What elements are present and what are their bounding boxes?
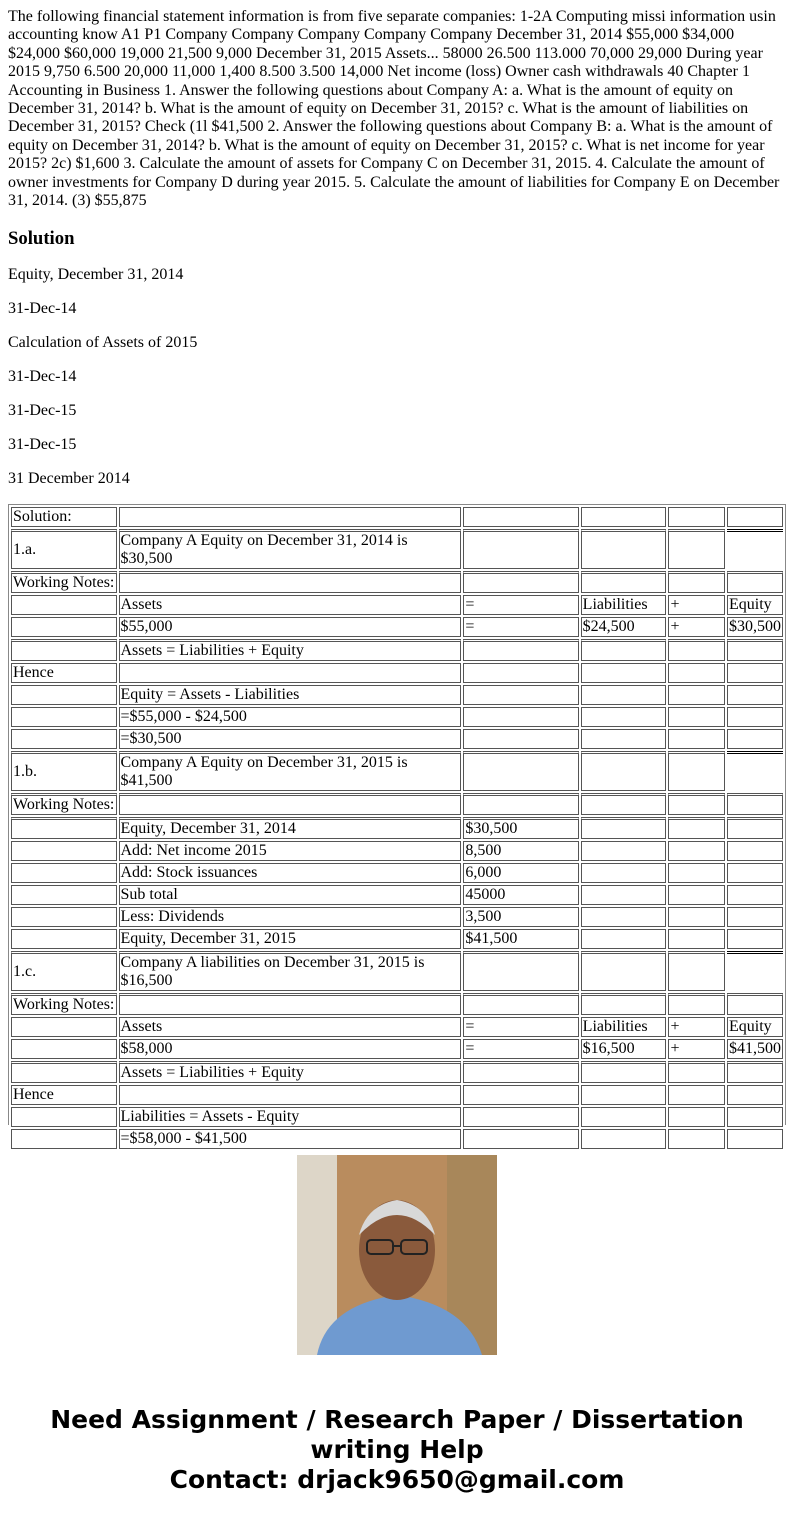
- table-cell: [11, 595, 117, 615]
- table-row: [11, 639, 783, 661]
- solution-lines: [8, 266, 786, 488]
- table-cell: [668, 685, 725, 705]
- table-cell: [581, 907, 667, 927]
- table-cell: Company A Equity on December 31, 2014 is $30,500: [119, 529, 462, 569]
- table-cell: 1.c.: [11, 951, 117, 991]
- document: [0, 8, 794, 1148]
- table-cell: [668, 1085, 725, 1105]
- table-row: [11, 663, 783, 683]
- table-cell: [668, 1107, 725, 1127]
- table-cell: [668, 929, 725, 949]
- table-cell: [668, 907, 725, 927]
- table-row: [11, 595, 783, 615]
- table-row: [11, 729, 783, 749]
- table-cell: [727, 663, 783, 683]
- table-cell: 6,000: [463, 863, 578, 883]
- table-cell: [727, 1085, 783, 1105]
- table-cell: =$58,000 - $41,500: [119, 1129, 462, 1149]
- table-cell: [727, 729, 783, 749]
- table-cell: [668, 993, 725, 1015]
- promo-section: [0, 1155, 794, 1495]
- promo-contact: Contact: drjack9650@gmail.com: [169, 1465, 625, 1495]
- table-row: [11, 571, 783, 593]
- table-cell: $58,000: [119, 1039, 462, 1059]
- table-cell: $41,500: [463, 929, 578, 949]
- table-cell: [727, 1129, 783, 1149]
- table-cell: [581, 951, 667, 991]
- table-row: [11, 863, 783, 883]
- table-cell: [463, 1085, 578, 1105]
- table-cell: [119, 793, 462, 815]
- table-row: [11, 1107, 783, 1127]
- table-cell: [581, 507, 667, 527]
- table-cell: [727, 507, 783, 527]
- table-cell: =: [463, 1017, 578, 1037]
- table-cell: [11, 817, 117, 839]
- table-row: [11, 817, 783, 839]
- table-cell: [581, 1129, 667, 1149]
- table-cell: [11, 1039, 117, 1059]
- table-row: [11, 885, 783, 905]
- table-cell: $30,500: [463, 817, 578, 839]
- table-row: [11, 1039, 783, 1059]
- table-cell: [668, 707, 725, 727]
- table-cell: [463, 707, 578, 727]
- table-cell: [11, 617, 117, 637]
- table-cell: Company A liabilities on December 31, 2015 is $16,500: [119, 951, 462, 991]
- table-cell: [119, 663, 462, 683]
- table-cell: Hence: [11, 663, 117, 683]
- table-row: [11, 751, 783, 791]
- table-cell: [463, 793, 578, 815]
- table-cell: Liabilities: [581, 595, 667, 615]
- table-cell: $41,500: [727, 1039, 783, 1059]
- table-cell: [668, 507, 725, 527]
- table-cell: [11, 707, 117, 727]
- table-cell: Assets = Liabilities + Equity: [119, 1061, 462, 1083]
- table-cell: Less: Dividends: [119, 907, 462, 927]
- table-cell: [727, 793, 783, 815]
- table-cell: Working Notes:: [11, 571, 117, 593]
- table-cell: Equity = Assets - Liabilities: [119, 685, 462, 705]
- table-cell: [11, 863, 117, 883]
- table-cell: 45000: [463, 885, 578, 905]
- table-cell: Solution:: [11, 507, 117, 527]
- table-cell: [463, 729, 578, 749]
- solution-line: 31-Dec-14: [8, 300, 77, 318]
- table-cell: [11, 1017, 117, 1037]
- author-photo: [297, 1155, 497, 1355]
- solution-line: Calculation of Assets of 2015: [8, 334, 198, 352]
- table-cell: [727, 707, 783, 727]
- table-cell: [463, 1061, 578, 1083]
- table-cell: [727, 1061, 783, 1083]
- table-cell: =: [463, 595, 578, 615]
- table-cell: [11, 1061, 117, 1083]
- table-cell: [581, 751, 667, 791]
- solution-line: 31-Dec-15: [8, 436, 77, 454]
- table-cell: [668, 951, 725, 991]
- table-cell: [727, 929, 783, 949]
- table-cell: Liabilities: [581, 1017, 667, 1037]
- table-cell: [668, 729, 725, 749]
- table-cell: [581, 929, 667, 949]
- table-cell: [463, 685, 578, 705]
- table-cell: [119, 993, 462, 1015]
- table-cell: [668, 663, 725, 683]
- solution-table-container: [8, 504, 786, 1148]
- table-cell: 1.b.: [11, 751, 117, 791]
- table-cell: [727, 817, 783, 839]
- table-row: [11, 841, 783, 861]
- table-cell: [581, 793, 667, 815]
- table-cell: [727, 841, 783, 861]
- table-cell: [119, 507, 462, 527]
- table-cell: [668, 751, 725, 791]
- table-cell: [581, 685, 667, 705]
- table-cell: [11, 929, 117, 949]
- table-cell: Equity, December 31, 2015: [119, 929, 462, 949]
- table-cell: [727, 885, 783, 905]
- solution-line: 31-Dec-15: [8, 402, 77, 420]
- table-row: [11, 993, 783, 1015]
- contact-banner: [0, 1405, 794, 1495]
- table-cell: [581, 663, 667, 683]
- table-empty-slot: [727, 529, 783, 569]
- table-cell: +: [668, 595, 725, 615]
- table-cell: [463, 751, 578, 791]
- table-cell: [581, 817, 667, 839]
- solution-table: [9, 505, 785, 1151]
- table-cell: +: [668, 1017, 725, 1037]
- table-row: [11, 1061, 783, 1083]
- table-cell: [11, 685, 117, 705]
- table-cell: [11, 1129, 117, 1149]
- table-cell: [668, 841, 725, 861]
- table-cell: [11, 729, 117, 749]
- table-cell: [727, 685, 783, 705]
- table-row: [11, 1017, 783, 1037]
- table-cell: [581, 529, 667, 569]
- table-cell: [463, 507, 578, 527]
- table-cell: [668, 1061, 725, 1083]
- table-cell: Add: Stock issuances: [119, 863, 462, 883]
- table-cell: Assets: [119, 1017, 462, 1037]
- table-cell: [668, 1129, 725, 1149]
- table-cell: [668, 863, 725, 883]
- table-empty-slot: [727, 751, 783, 791]
- table-cell: [581, 993, 667, 1015]
- table-cell: [119, 1085, 462, 1105]
- table-cell: [463, 993, 578, 1015]
- table-cell: 3,500: [463, 907, 578, 927]
- table-cell: [727, 639, 783, 661]
- solution-line: 31-Dec-14: [8, 368, 77, 386]
- table-cell: [727, 863, 783, 883]
- table-row: [11, 507, 783, 527]
- table-cell: [668, 639, 725, 661]
- table-cell: [11, 841, 117, 861]
- table-cell: [668, 793, 725, 815]
- table-cell: =$30,500: [119, 729, 462, 749]
- table-cell: $30,500: [727, 617, 783, 637]
- table-cell: [119, 571, 462, 593]
- table-row: [11, 617, 783, 637]
- table-cell: =$55,000 - $24,500: [119, 707, 462, 727]
- table-cell: Add: Net income 2015: [119, 841, 462, 861]
- table-cell: [463, 951, 578, 991]
- table-cell: Company A Equity on December 31, 2015 is $41,500: [119, 751, 462, 791]
- table-cell: =: [463, 617, 578, 637]
- table-cell: [727, 993, 783, 1015]
- table-cell: [668, 571, 725, 593]
- table-cell: [581, 639, 667, 661]
- table-cell: +: [668, 1039, 725, 1059]
- table-cell: Sub total: [119, 885, 462, 905]
- table-cell: Hence: [11, 1085, 117, 1105]
- table-cell: [11, 907, 117, 927]
- table-cell: +: [668, 617, 725, 637]
- table-cell: [11, 1107, 117, 1127]
- table-row: [11, 793, 783, 815]
- table-cell: Assets = Liabilities + Equity: [119, 639, 462, 661]
- solution-line: 31 December 2014: [8, 470, 130, 488]
- table-cell: [668, 885, 725, 905]
- table-cell: 1.a.: [11, 529, 117, 569]
- table-row: [11, 951, 783, 991]
- table-cell: =: [463, 1039, 578, 1059]
- table-cell: Equity: [727, 595, 783, 615]
- table-row: [11, 907, 783, 927]
- table-cell: [463, 639, 578, 661]
- table-cell: Liabilities = Assets - Equity: [119, 1107, 462, 1127]
- table-row: [11, 929, 783, 949]
- solution-line: Equity, December 31, 2014: [8, 266, 184, 284]
- table-cell: Assets: [119, 595, 462, 615]
- table-cell: Working Notes:: [11, 793, 117, 815]
- table-cell: [727, 907, 783, 927]
- table-cell: [11, 639, 117, 661]
- table-row: [11, 685, 783, 705]
- table-cell: [11, 885, 117, 905]
- table-cell: [463, 1107, 578, 1127]
- table-cell: [581, 841, 667, 861]
- table-row: [11, 1085, 783, 1105]
- solution-heading: Solution: [8, 228, 75, 250]
- table-cell: [581, 885, 667, 905]
- question-text: The following financial statement information is from five separate companies: 1-2A Computing missi information usin accounting know A1 P1 Company Company Company Company Company December 31, 2014 $55,000 $34,000 $24,000 $60,000 19,000 21,500 9,000 December 31, 2015 Assets... 58000 26.500 113.000 70,000 29,000 During year 2015 9,750 6.500 20,000 11,000 1,400 8.500 3.500 14,000 Net income (loss) Owner cash withdrawals 40 Chapter 1 Accounting in Business 1. Answer the following questions about Company A: a. What is the amount of equity on December 31, 2014? b. What is the amount of equity on December 31, 2015? c. What is the amount of liabilities on December 31, 2015? Check (1l $41,500 2. Answer the following questions about Company B: a. What is the amount of equity on December 31, 2014? b. What is the amount of equity on December 31, 2015? c. What is net income for year 2015? 2c) $1,600 3. Calculate the amount of assets for Company C on December 31, 2015. 4. Calculate the amount of owner investments for Company D during year 2015. 5. Calculate the amount of liabilities for Company E on December 31, 2014. (3) $55,875: [8, 8, 780, 210]
- table-cell: [727, 571, 783, 593]
- table-row: [11, 1129, 783, 1149]
- table-cell: [581, 863, 667, 883]
- table-cell: [581, 729, 667, 749]
- promo-headline: Need Assignment / Research Paper / Dissertation writing Help: [50, 1405, 744, 1465]
- table-cell: Equity: [727, 1017, 783, 1037]
- table-cell: Working Notes:: [11, 993, 117, 1015]
- table-cell: [581, 1107, 667, 1127]
- table-cell: $24,500: [581, 617, 667, 637]
- table-cell: $16,500: [581, 1039, 667, 1059]
- table-cell: [581, 571, 667, 593]
- table-row: [11, 707, 783, 727]
- table-cell: [727, 1107, 783, 1127]
- table-cell: [581, 1061, 667, 1083]
- table-cell: [581, 707, 667, 727]
- table-empty-slot: [727, 951, 783, 991]
- table-cell: [463, 529, 578, 569]
- table-cell: $55,000: [119, 617, 462, 637]
- table-cell: [668, 529, 725, 569]
- table-cell: [463, 571, 578, 593]
- table-cell: Equity, December 31, 2014: [119, 817, 462, 839]
- table-cell: [668, 817, 725, 839]
- table-cell: 8,500: [463, 841, 578, 861]
- table-cell: [463, 663, 578, 683]
- table-row: [11, 529, 783, 569]
- table-cell: [463, 1129, 578, 1149]
- table-cell: [581, 1085, 667, 1105]
